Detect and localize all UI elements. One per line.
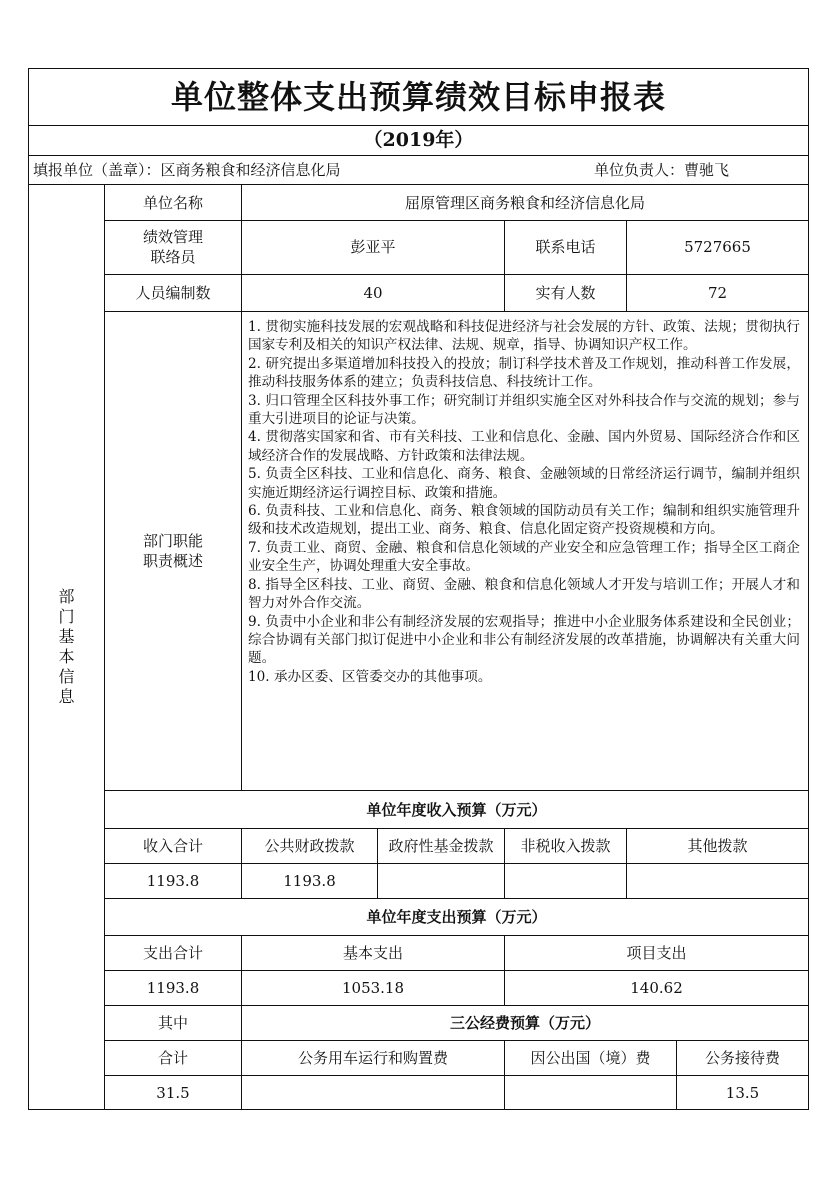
duty-item: 9. 负责中小企业和非公有制经济发展的宏观指导；推进中小企业服务体系建设和全民创业；综合协调有关部门拟订促进中小企业和非公有制经济发展的改革措施，协调解决有关重大问题。	[248, 613, 800, 667]
duties-text	[242, 318, 808, 788]
three-header-total: 合计	[157, 1049, 188, 1067]
three-heading: 三公经费预算（万元）	[449, 1014, 600, 1032]
income-header-nontax: 非税收入拨款	[520, 837, 611, 855]
expense-value-total: 1193.8	[146, 979, 200, 997]
staff-value: 40	[363, 284, 383, 302]
duty-item: 2. 研究提出多渠道增加科技投入的投放；制订科学技术普及工作规划，推动科普工作发展，推动科技服务体系的建立；负责科技信息、科技统计工作。	[248, 355, 800, 391]
staff-label: 人员编制数	[135, 284, 211, 302]
expense-value-basic: 1053.18	[341, 979, 405, 997]
contact-value: 彭亚平	[350, 238, 396, 256]
duty-item: 5. 负责全区科技、工业和信息化、商务、粮食、金融领域的日常经济运行调节，编制并组织实施近期经济运行调控目标、政策和措施。	[248, 466, 800, 501]
three-header-car: 公务用车运行和购置费	[297, 1049, 448, 1067]
income-value-other	[627, 864, 808, 898]
duties-label-line: 职责概述	[142, 552, 203, 570]
expense-header-basic: 基本支出	[342, 944, 403, 962]
side-char: 门	[58, 606, 75, 626]
side-char: 息	[58, 686, 75, 706]
duty-item: 4. 贯彻落实国家和省、市有关科技、工业和信息化、金融、国内外贸易、国际经济合作和区域经济合作的发展战略、方针政策和法律法规。	[248, 429, 800, 464]
income-value-nontax	[505, 864, 626, 898]
unit-name-label: 单位名称	[142, 193, 203, 212]
contact-label-line: 联络员	[150, 248, 196, 266]
duty-item: 10. 承办区委、区管委交办的其他事项。	[248, 668, 492, 685]
contact-label-line: 绩效管理	[142, 228, 203, 246]
income-header-total: 收入合计	[142, 837, 203, 855]
form-table	[28, 68, 809, 1110]
expense-header-project: 项目支出	[626, 944, 687, 962]
three-value-total: 31.5	[156, 1083, 190, 1102]
three-value-reception: 13.5	[725, 1083, 760, 1102]
form-year: （2019年）	[363, 129, 474, 151]
three-header-abroad: 因公出国（境）费	[530, 1049, 651, 1067]
actual-label: 实有人数	[535, 284, 596, 302]
income-heading: 单位年度收入预算（万元）	[366, 800, 547, 819]
expense-heading: 单位年度支出预算（万元）	[366, 908, 547, 926]
phone-value: 5727665	[684, 238, 751, 256]
unit-name-value: 屈原管理区商务粮食和经济信息化局	[404, 193, 645, 212]
income-value-fund	[378, 864, 504, 898]
duties-label-line: 部门职能	[142, 532, 203, 550]
duty-item: 6. 负责科技、工业和信息化、商务、粮食领域的国防动员有关工作；编制和组织实施管理升级和技术改造规划，提出工业、商务、粮食、信息化固定资产投资规模和方向。	[248, 503, 800, 538]
expense-value-project: 140.62	[630, 979, 683, 997]
form-title: 单位整体支出预算绩效目标申报表	[170, 78, 666, 116]
duty-item: 3. 归口管理全区科技外事工作；研究制订并组织实施全区对外科技合作与交流的规划；参与重大引进项目的论证与决策。	[248, 392, 800, 428]
side-char: 信	[58, 666, 75, 686]
income-header-public: 公共财政拨款	[264, 837, 355, 855]
among-label: 其中	[157, 1014, 188, 1032]
three-header-reception: 公务接待费	[704, 1049, 780, 1067]
side-char: 部	[58, 586, 75, 606]
income-header-fund: 政府性基金拨款	[388, 837, 494, 855]
phone-label: 联系电话	[535, 238, 596, 256]
duty-item: 8. 指导全区科技、工业、商贸、金融、粮食和信息化领域人才开发与培训工作；开展人才和智力对外合作交流。	[248, 576, 800, 612]
contact-label	[105, 221, 241, 273]
filling-unit: 填报单位（盖章）：区商务粮食和经济信息化局	[33, 161, 341, 179]
expense-header-total: 支出合计	[142, 944, 203, 962]
unit-responsible: 单位负责人：曹驰飞	[594, 161, 730, 179]
duty-item: 1. 贯彻实施科技发展的宏观战略和科技促进经济与社会发展的方针、政策、法规；贯彻执行国家专利及相关的知识产权法律、法规、规章，指导、协调知识产权工作。	[248, 319, 800, 354]
actual-value: 72	[707, 284, 728, 302]
income-value-public: 1193.8	[283, 872, 336, 890]
side-char: 本	[58, 646, 75, 666]
income-header-other: 其他拨款	[687, 837, 748, 855]
side-label-basic-info	[29, 184, 104, 1109]
three-value-car	[242, 1076, 504, 1109]
duty-item: 7. 负责工业、商贸、金融、粮食和信息化领域的产业安全和应急管理工作；指导全区工商企业安全生产，协调处理重大安全事故。	[248, 539, 800, 575]
three-value-abroad	[505, 1076, 676, 1109]
income-value-total: 1193.8	[146, 872, 200, 890]
side-char: 基	[58, 626, 75, 646]
duties-label	[105, 312, 241, 790]
